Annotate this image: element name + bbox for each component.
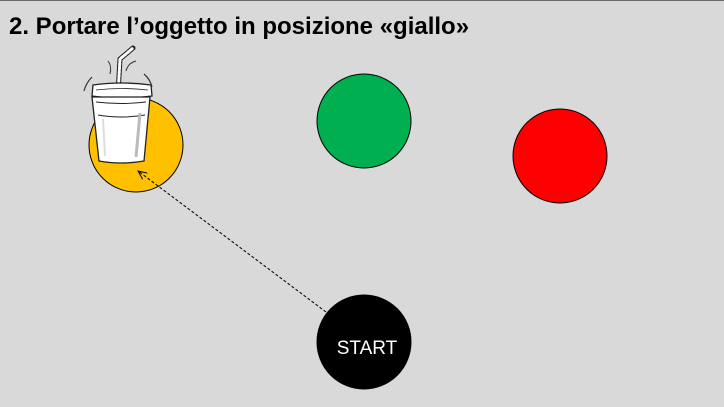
- start-label: START: [336, 338, 398, 359]
- path-arrow: [138, 171, 326, 312]
- target-green-circle[interactable]: [317, 74, 411, 168]
- diagram-canvas: [0, 1, 724, 407]
- slide-title: 2. Portare l’oggetto in posizione «giallo»: [9, 13, 470, 40]
- start-node[interactable]: [317, 295, 411, 389]
- target-red-circle[interactable]: [513, 109, 607, 203]
